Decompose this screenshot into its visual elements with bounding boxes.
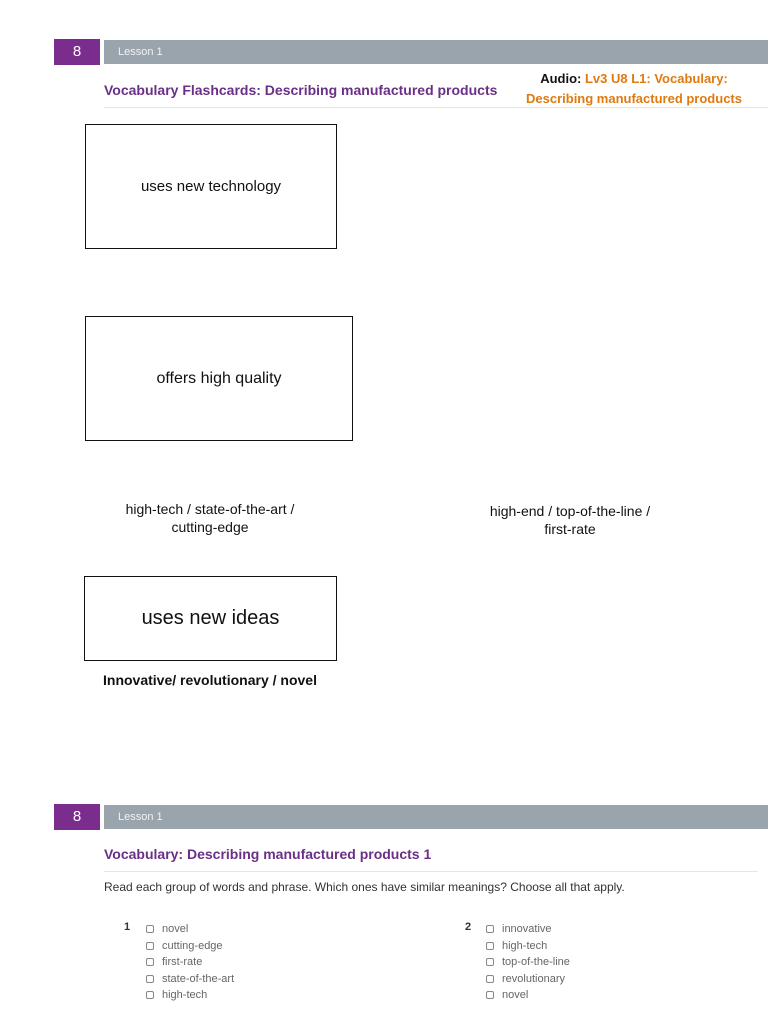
answer-1	[90, 500, 330, 536]
option-cutting-edge[interactable]	[146, 938, 234, 955]
page-title: Vocabulary Flashcards: Describing manufactured products	[104, 82, 498, 98]
option-novel[interactable]	[146, 921, 234, 938]
audio-reference[interactable]	[520, 69, 748, 109]
option-first-rate[interactable]	[146, 954, 234, 971]
option-high-tech[interactable]	[146, 987, 234, 1004]
option-label: state-of-the-art	[162, 972, 235, 985]
option-label: cutting-edge	[162, 939, 223, 952]
audio-title-line1[interactable]: Lv3 U8 L1: Vocabulary:	[584, 71, 728, 86]
flashcard-2[interactable]	[85, 316, 353, 441]
option-label: revolutionary	[502, 972, 565, 985]
option-label: novel	[162, 923, 189, 935]
unit-number-badge-2: 8	[54, 804, 100, 830]
checkbox[interactable]	[486, 975, 494, 983]
lesson-bar	[104, 40, 768, 64]
flashcard-3[interactable]	[84, 576, 337, 661]
checkbox[interactable]	[146, 958, 154, 966]
lesson-label-2: Lesson 1	[118, 811, 163, 823]
answer-2-line2: first-rate	[544, 521, 596, 537]
option-state-of-the-art[interactable]	[146, 971, 234, 988]
checkbox[interactable]	[486, 991, 494, 999]
lesson-bar-2	[104, 805, 768, 829]
answer-2	[450, 502, 690, 538]
flashcard-1[interactable]	[85, 124, 337, 249]
exercise-title: Vocabulary: Describing manufactured products 1	[104, 846, 432, 862]
audio-label: Audio:	[540, 71, 582, 86]
checkbox[interactable]	[486, 925, 494, 933]
checkbox[interactable]	[146, 942, 154, 950]
option-label: high-tech	[502, 939, 548, 952]
option-novel[interactable]	[486, 987, 570, 1004]
checkbox[interactable]	[146, 991, 154, 999]
option-label: first-rate	[162, 956, 203, 968]
answer-3	[80, 671, 340, 689]
flashcard-3-text: uses new ideas	[141, 607, 280, 629]
checkbox[interactable]	[486, 958, 494, 966]
option-innovative[interactable]	[486, 921, 570, 938]
flashcard-1-text: uses new technology	[140, 178, 282, 195]
question-2-options	[486, 921, 570, 1004]
option-high-tech[interactable]	[486, 938, 570, 955]
checkbox[interactable]	[486, 942, 494, 950]
question-1-options	[146, 921, 234, 1004]
answer-1-line2: cutting-edge	[171, 519, 249, 535]
question-1-number: 1	[124, 921, 131, 933]
audio-title-line2[interactable]: Describing manufactured products	[526, 91, 742, 106]
option-label: novel	[502, 989, 529, 1001]
unit-number-badge: 8	[54, 39, 100, 65]
answer-3-line1: Innovative/ revolutionary / novel	[103, 672, 317, 688]
exercise-instructions: Read each group of words and phrase. Which ones have similar meanings? Choose all that apply.	[104, 880, 625, 894]
answer-1-line1: high-tech / state-of-the-art /	[125, 501, 295, 517]
flashcard-2-text: offers high quality	[156, 369, 282, 387]
option-top-of-the-line[interactable]	[486, 954, 570, 971]
option-label: high-tech	[162, 989, 208, 1001]
answer-2-line1: high-end / top-of-the-line /	[489, 503, 651, 519]
option-label: top-of-the-line	[502, 956, 570, 968]
question-2-number: 2	[465, 921, 472, 933]
checkbox[interactable]	[146, 975, 154, 983]
checkbox[interactable]	[146, 925, 154, 933]
option-revolutionary[interactable]	[486, 971, 570, 988]
exercise-title-divider	[104, 871, 758, 872]
lesson-label: Lesson 1	[118, 46, 163, 58]
option-label: innovative	[502, 923, 552, 935]
